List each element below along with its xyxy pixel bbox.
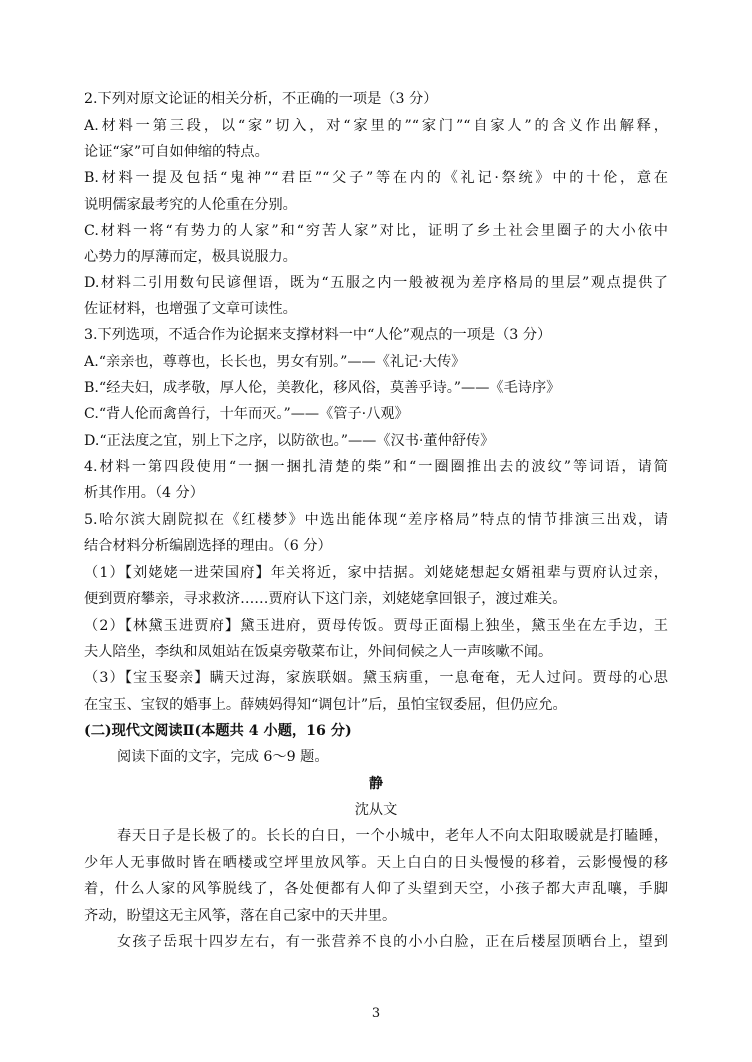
scene-2: （2）【林黛玉进贾府】黛玉进府，贾母传饭。贾母正面榻上独坐，黛玉坐在左手边，王 xyxy=(84,618,668,634)
question-2-option-a-cont: 论证“家”可自如伸缩的特点。 xyxy=(84,144,269,160)
question-2-option-b: B.材料一提及包括“鬼神”“君臣”“父子”等在内的《礼记·祭统》中的十伦，意在 xyxy=(84,170,668,186)
scene-3-cont: 在宝玉、宝钗的婚事上。薛姨妈得知“调包计”后，虽怕宝钗委屈，但仍应允。 xyxy=(84,697,567,713)
article-paragraph-1-line-3: 着，什么人家的风筝脱线了，各处便都有人仰了头望到天空，小孩子都大声乱嚷，手脚 xyxy=(84,881,668,897)
scene-3: （3）【宝玉娶亲】瞒天过海，家族联姻。黛玉病重，一息奄奄，无人过问。贾母的心思 xyxy=(84,670,668,686)
question-4-stem: 4.材料一第四段使用“一捆一捆扎清楚的柴”和“一圈圈推出去的波纹”等词语，请简 xyxy=(84,459,668,475)
article-title: 静 xyxy=(368,776,384,792)
question-2-option-a: A.材料一第三段，以“家”切入，对“家里的”“家门”“自家人”的含义作出解释， xyxy=(84,118,668,134)
question-3-option-a: A.“亲亲也，尊尊也，长长也，男女有别。”——《礼记·大传》 xyxy=(84,354,466,370)
scene-1-cont: 便到贾府攀亲，寻求救济……贾府认下这门亲，刘姥姥拿回银子，渡过难关。 xyxy=(84,591,567,607)
scene-1: （1）【刘姥姥一进荣国府】年关将近，家中拮据。刘姥姥想起女婿祖辈与贾府认过亲， xyxy=(84,565,668,581)
page-number: 3 xyxy=(371,1006,381,1021)
question-3-option-d: D.“正法度之宜，别上下之序，以防欲也。”——《汉书·董仲舒传》 xyxy=(84,433,495,449)
question-4-stem-cont: 析其作用。（4 分） xyxy=(84,485,204,501)
article-paragraph-1-line-2: 少年人无事做时皆在晒楼或空坪里放风筝。天上白白的日头慢慢的移着，云影慢慢的移 xyxy=(84,855,668,871)
section-heading: (二)现代文阅读Ⅱ(本题共 4 小题，16 分) xyxy=(84,723,352,739)
question-2-option-d: D.材料二引用数句民谚俚语，既为“五服之内一般被视为差序格局的里层”观点提供了 xyxy=(84,275,668,291)
article-paragraph-1-line-4: 齐动，盼望这无主风筝，落在自己家中的天井里。 xyxy=(84,908,397,924)
question-2-option-c-cont: 心势力的厚薄而定，极具说服力。 xyxy=(84,249,297,265)
article-author: 沈从文 xyxy=(354,802,398,818)
question-5-stem-cont: 结合材料分析编剧选择的理由。（6 分） xyxy=(84,538,332,554)
question-3-option-b: B.“经夫妇，成孝敬，厚人伦，美教化，移风俗，莫善乎诗。”——《毛诗序》 xyxy=(84,380,561,396)
question-5-stem: 5.哈尔滨大剧院拟在《红楼梦》中选出能体现“差序格局”特点的情节排演三出戏，请 xyxy=(84,512,668,528)
reading-instruction: 阅读下面的文字，完成 6～9 题。 xyxy=(117,749,329,765)
article-paragraph-2: 女孩子岳珉十四岁左右，有一张营养不良的小小白脸，正在后楼屋顶晒台上，望到 xyxy=(117,934,668,950)
question-3-option-c: C.“背人伦而禽兽行，十年而灭。”——《管子·八观》 xyxy=(84,406,409,422)
question-2-option-c: C.材料一将“有势力的人家”和“穷苦人家”对比，证明了乡土社会里圈子的大小依中 xyxy=(84,223,668,239)
question-2-stem: 2.下列对原文论证的相关分析，不正确的一项是（3 分） xyxy=(84,91,438,107)
question-3-stem: 3.下列选项，不适合作为论据来支撑材料一中“人伦”观点的一项是（3 分） xyxy=(84,327,552,343)
question-2-option-d-cont: 佐证材料，也增强了文章可读性。 xyxy=(84,301,297,317)
scene-2-cont: 夫人陪坐，李纨和凤姐站在饭桌旁敬菜布让，外间伺候之人一声咳嗽不闻。 xyxy=(84,644,553,660)
article-paragraph-1: 春天日子是长极了的。长长的白日，一个小城中，老年人不向太阳取暖就是打瞌睡， xyxy=(117,828,668,844)
question-2-option-b-cont: 说明儒家最考究的人伦重在分别。 xyxy=(84,197,297,213)
